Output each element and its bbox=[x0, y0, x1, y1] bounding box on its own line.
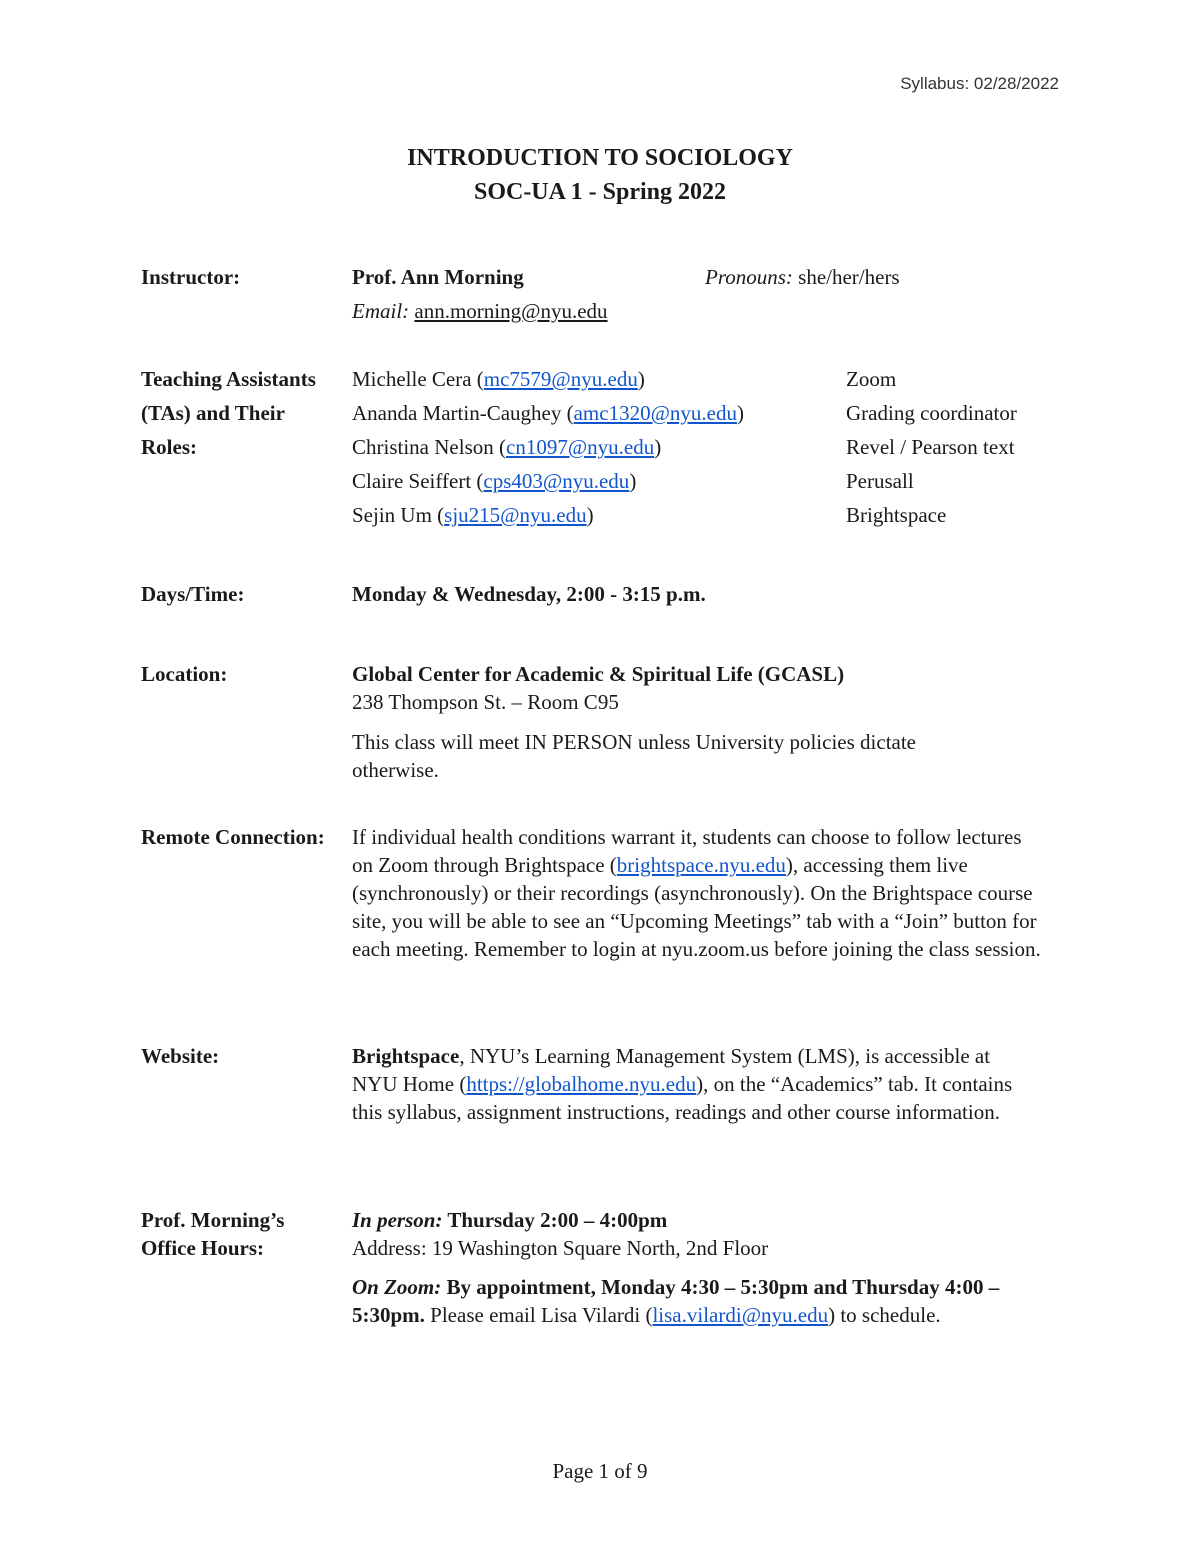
ta-email-link[interactable]: sju215@nyu.edu bbox=[444, 503, 587, 527]
ta-label-line-3: Roles: bbox=[141, 435, 197, 459]
instructor-name: Prof. Ann Morning bbox=[352, 265, 524, 289]
instructor-email-link[interactable]: ann.morning@nyu.edu bbox=[414, 299, 608, 323]
course-subtitle: SOC-UA 1 - Spring 2022 bbox=[473, 179, 727, 205]
remote-text-before: If individual health conditions warrant it, students can choose to follow lectures on Zoom through Brightspace ( bbox=[352, 825, 1022, 877]
website-text bbox=[352, 1042, 1017, 1126]
syllabus-date: Syllabus: 02/28/2022 bbox=[900, 74, 1059, 93]
in-person-label: In person: bbox=[352, 1208, 443, 1232]
ta-role: Brightspace bbox=[846, 503, 947, 527]
ta-label-line-1: Teaching Assistants bbox=[141, 367, 316, 391]
ta-name: Michelle Cera bbox=[352, 367, 472, 391]
in-person-time: Thursday 2:00 – 4:00pm bbox=[442, 1208, 668, 1232]
days-value: Monday & Wednesday, 2:00 - 3:15 p.m. bbox=[352, 582, 706, 606]
ta-email-link[interactable]: mc7579@nyu.edu bbox=[483, 367, 638, 391]
ta-label-line-2: (TAs) and Their bbox=[141, 401, 285, 425]
office-hours-zoom bbox=[352, 1273, 1032, 1329]
website-text-before: , NYU’s Learning Management System (LMS), is accessible at NYU Home ( bbox=[352, 1044, 991, 1096]
website-label: Website: bbox=[141, 1044, 220, 1068]
office-hours-label-line-2: Office Hours: bbox=[141, 1236, 265, 1260]
ta-row: Ananda Martin-Caughey (amc1320@nyu.edu) bbox=[352, 401, 744, 425]
vilardi-email-link[interactable]: lisa.vilardi@nyu.edu bbox=[652, 1303, 829, 1327]
zoom-text-after: ) to schedule. bbox=[828, 1303, 941, 1327]
brightspace-link[interactable]: brightspace.nyu.edu bbox=[616, 853, 786, 877]
ta-role: Zoom bbox=[846, 367, 897, 391]
instructor-pronouns bbox=[705, 263, 900, 291]
email-label: Email: bbox=[352, 299, 410, 323]
ta-row: Claire Seiffert (cps403@nyu.edu) bbox=[352, 469, 637, 493]
ta-role: Perusall bbox=[846, 469, 914, 493]
remote-label: Remote Connection: bbox=[141, 825, 325, 849]
office-address: Address: 19 Washington Square North, 2nd Floor bbox=[352, 1236, 769, 1260]
ta-email-link[interactable]: cn1097@nyu.edu bbox=[506, 435, 655, 459]
ta-row: Christina Nelson (cn1097@nyu.edu) bbox=[352, 435, 662, 459]
ta-role: Grading coordinator bbox=[846, 401, 1017, 425]
remote-text-after: ), accessing them live (synchronously) or their recordings (asynchronously). On the Brightspace course site, you will be able to see an “Upcoming Meetings” tab with a “Join” button for each meeting. Remember to login at nyu.zoom.us before joining the class session. bbox=[352, 853, 1041, 961]
ta-row: Sejin Um (sju215@nyu.edu) bbox=[352, 503, 594, 527]
pronouns-value: she/her/hers bbox=[798, 265, 900, 289]
ta-role: Revel / Pearson text bbox=[846, 435, 1015, 459]
location-label: Location: bbox=[141, 662, 228, 686]
globalhome-link[interactable]: https://globalhome.nyu.edu bbox=[466, 1072, 697, 1096]
days-label: Days/Time: bbox=[141, 582, 245, 606]
location-name: Global Center for Academic & Spiritual Life (GCASL) bbox=[352, 662, 845, 686]
pronouns-label: Pronouns: bbox=[705, 265, 793, 289]
ta-email-link[interactable]: cps403@nyu.edu bbox=[483, 469, 630, 493]
page-number: Page 1 of 9 bbox=[552, 1459, 648, 1483]
zoom-time: By appointment, Monday 4:30 – 5:30pm and Thursday 4:00 – 5:30pm. bbox=[352, 1275, 1000, 1327]
ta-name: Christina Nelson bbox=[352, 435, 494, 459]
office-hours-label-line-1: Prof. Morning’s bbox=[141, 1208, 285, 1232]
ta-row: Michelle Cera (mc7579@nyu.edu) bbox=[352, 367, 645, 391]
zoom-text-before: Please email Lisa Vilardi ( bbox=[424, 1303, 653, 1327]
location-address: 238 Thompson St. – Room C95 bbox=[352, 690, 619, 714]
instructor-email-row bbox=[352, 297, 608, 325]
course-title: INTRODUCTION TO SOCIOLOGY bbox=[407, 145, 793, 171]
ta-name: Sejin Um bbox=[352, 503, 432, 527]
website-bold: Brightspace bbox=[352, 1044, 460, 1068]
location-note: This class will meet IN PERSON unless University policies dictate otherwise. bbox=[352, 730, 917, 782]
website-text-after: ), on the “Academics” tab. It contains this syllabus, assignment instructions, readings and other course information. bbox=[352, 1072, 1013, 1124]
instructor-label: Instructor: bbox=[141, 265, 241, 289]
zoom-label: On Zoom: bbox=[352, 1275, 442, 1299]
remote-text bbox=[352, 823, 1042, 963]
ta-email-link[interactable]: amc1320@nyu.edu bbox=[573, 401, 737, 425]
ta-name: Claire Seiffert bbox=[352, 469, 472, 493]
ta-name: Ananda Martin-Caughey bbox=[352, 401, 562, 425]
office-hours-in-person bbox=[352, 1206, 667, 1234]
